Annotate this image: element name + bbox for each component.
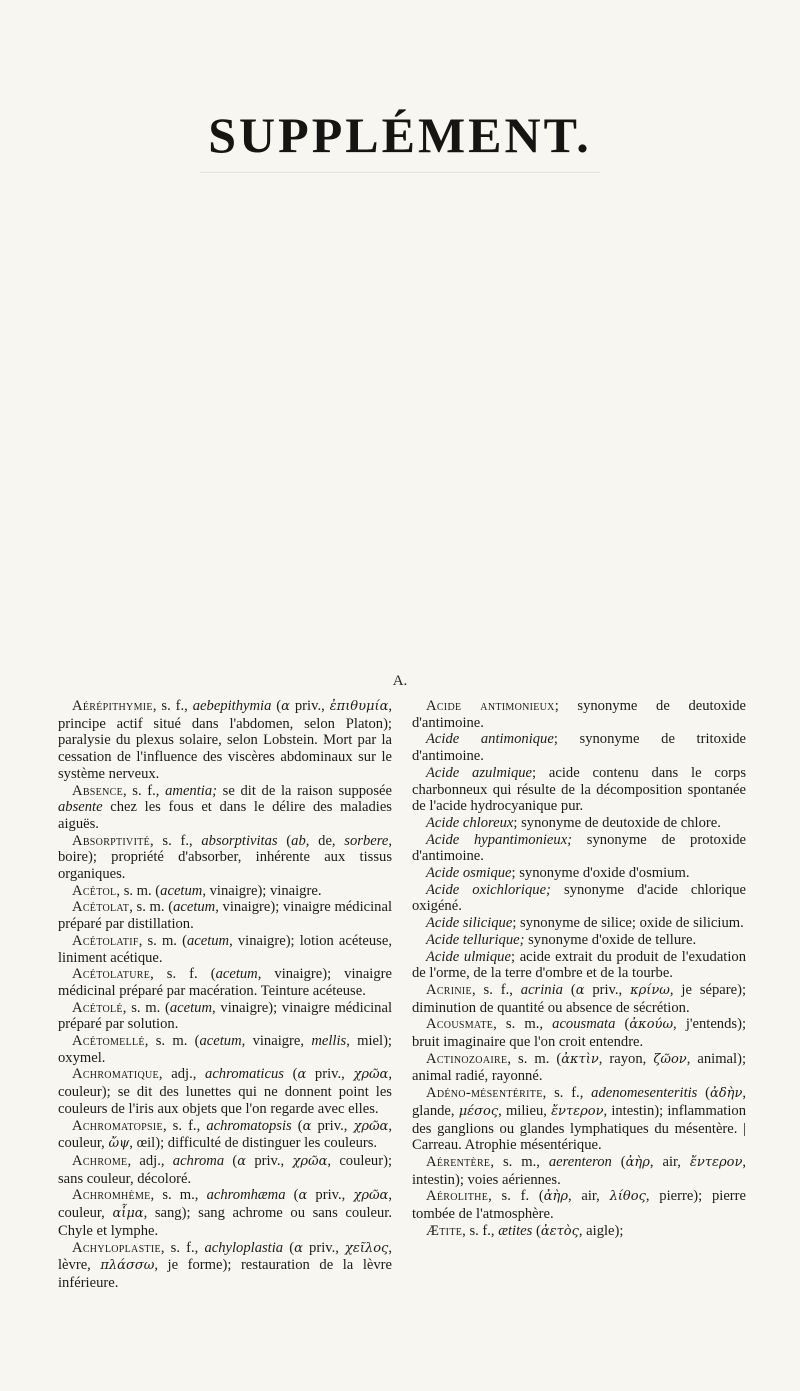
entry-term: achromatopsis xyxy=(206,1117,292,1134)
entry-greek: χρῶα xyxy=(353,1118,389,1134)
entry-headword: Aérolithe xyxy=(426,1188,489,1205)
entry-term: ætites xyxy=(498,1222,533,1239)
entry-text: priv., xyxy=(302,1239,346,1256)
entry-text: , glande, xyxy=(412,1085,746,1119)
entry-text: chez les fous et dans le délire des maladies aiguës. xyxy=(58,799,392,832)
dictionary-entry xyxy=(412,832,746,865)
dictionary-entry xyxy=(58,966,392,999)
entry-text: , milieu, xyxy=(498,1102,552,1119)
entry-term: acetum xyxy=(173,899,216,916)
entry-term: sorbere xyxy=(344,832,389,849)
dictionary-entry xyxy=(58,833,392,883)
dictionary-entry xyxy=(412,698,746,731)
entry-text: , vinaigre); vinaigre médicinal préparé par solution. xyxy=(58,999,392,1033)
entry-term: achroma xyxy=(172,1152,225,1169)
entry-text: priv., xyxy=(311,1117,354,1134)
entry-term: aebepithymia xyxy=(192,698,272,714)
entry-term: acousmata xyxy=(552,1016,616,1033)
entry-term: achyloplastia xyxy=(204,1239,284,1256)
entry-text: , vinaigre); vinaigre médicinal préparé par distillation. xyxy=(58,899,392,933)
entry-term: Acide hypantimonieux; xyxy=(426,831,573,848)
entry-term: Acide chloreux xyxy=(426,814,514,831)
entry-greek: χρῶα xyxy=(353,1067,389,1083)
left-column xyxy=(58,698,392,1292)
entry-term: amentia; xyxy=(165,782,217,799)
entry-text: ; synonyme de deutoxide de chlore. xyxy=(513,814,721,831)
entry-text: , air, xyxy=(567,1188,610,1205)
dictionary-entry xyxy=(412,949,746,982)
entry-headword: Achyloplastie xyxy=(72,1239,161,1256)
entry-term: Acide silicique xyxy=(426,915,513,932)
entry-text: priv., xyxy=(289,698,330,714)
entry-greek: αἷμα xyxy=(112,1206,144,1222)
entry-text: ( xyxy=(615,1016,630,1033)
entry-text: , s. f., xyxy=(152,698,193,714)
entry-greek: ἔντερον xyxy=(551,1103,604,1119)
entry-headword: Ætite xyxy=(426,1222,463,1239)
entry-greek: ἔντερον xyxy=(689,1154,743,1170)
dictionary-entry xyxy=(412,815,746,832)
entry-greek: ἀδὴν xyxy=(710,1086,743,1102)
entry-text: , s. m. ( xyxy=(122,999,170,1016)
dictionary-entry xyxy=(58,1153,392,1187)
entry-text: , s. m. ( xyxy=(507,1050,562,1067)
dictionary-entry xyxy=(412,882,746,915)
entry-headword: Achrome xyxy=(72,1152,128,1169)
dictionary-entry xyxy=(412,765,746,815)
dictionary-entry xyxy=(412,1154,746,1188)
entry-term: Acide antimonique xyxy=(426,731,554,748)
dictionary-entry xyxy=(412,865,746,882)
title-rule xyxy=(200,172,600,173)
dictionary-entry xyxy=(58,1066,392,1117)
entry-term: acetum xyxy=(169,999,213,1016)
entry-term: acetum xyxy=(215,966,258,983)
entry-greek: χεῖλος xyxy=(345,1240,389,1256)
entry-text: priv., xyxy=(584,981,631,998)
entry-text: , s. f. ( xyxy=(150,966,216,983)
entry-headword: Acétolature xyxy=(72,966,151,983)
entry-term: Acide oxichlorique; xyxy=(426,881,551,898)
entry-text: , s. m. ( xyxy=(138,932,187,949)
entry-text: , couleur, xyxy=(58,1187,392,1222)
entry-headword: Acétolé xyxy=(72,999,123,1016)
entry-text: , s. f., xyxy=(542,1085,592,1102)
entry-text: , boire); propriété d'absorber, inhérente aux tissus organiques. xyxy=(58,832,392,883)
entry-greek: ἀὴρ xyxy=(625,1154,650,1170)
entry-text: , de, xyxy=(305,832,345,849)
entry-term: mellis xyxy=(311,1033,347,1050)
entry-greek: ἀκτὶν xyxy=(561,1051,599,1067)
entry-text: ( xyxy=(532,1222,541,1239)
dictionary-entry xyxy=(58,783,392,833)
entry-headword: Acousmate xyxy=(426,1016,494,1033)
entry-headword: Acétol xyxy=(72,882,117,899)
dictionary-entry xyxy=(58,899,392,932)
dictionary-entry xyxy=(58,1118,392,1153)
entry-term: Acide tellurique; xyxy=(426,931,525,948)
dictionary-entry xyxy=(58,1240,392,1292)
dictionary-entry xyxy=(58,883,392,900)
dictionary-entry xyxy=(58,1033,392,1066)
entry-text: ( xyxy=(611,1153,626,1170)
entry-text: synonyme d'oxide de tellure. xyxy=(524,931,697,948)
entry-text: , s. f., xyxy=(162,1117,207,1134)
entry-headword: Acrinie xyxy=(426,981,472,998)
entry-text: , je sépare); diminution de quantité ou absence de sécrétion. xyxy=(412,981,746,1016)
entry-headword: Acide antimonieux xyxy=(426,698,555,714)
entry-headword: Acétomellé xyxy=(72,1033,145,1050)
entry-text: ; synonyme de tritoxide d'antimoine. xyxy=(412,731,746,765)
entry-text: , sang); sang achrome ou sans couleur. Chyle et lymphe. xyxy=(58,1205,392,1239)
entry-headword: Absorptivité xyxy=(72,832,151,849)
entry-text: ( xyxy=(697,1085,711,1102)
entry-greek: χρῶα xyxy=(353,1188,389,1204)
dictionary-entry xyxy=(58,1187,392,1239)
entry-text: ; acide contenu dans le corps charbonneux qui résulte de la décomposition spontanée de l'acide hydrocyanique pur. xyxy=(412,764,746,815)
entry-text: , intestin); inflammation des ganglions ou glandes lymphatiques du mésentère. | Carreau. Atrophie mésentérique. xyxy=(412,1102,746,1154)
dictionary-entry xyxy=(412,1051,746,1085)
entry-greek: α xyxy=(237,1153,247,1169)
entry-text: , s. m. ( xyxy=(116,882,161,899)
entry-headword: Absence xyxy=(72,782,123,799)
entry-headword: Achromatique xyxy=(72,1066,159,1083)
dictionary-entry xyxy=(412,731,746,764)
entry-text: , s. m., xyxy=(150,1187,207,1204)
entry-text: ( xyxy=(271,698,282,714)
entry-headword: Achromhème xyxy=(72,1187,151,1204)
entry-term: ab xyxy=(291,832,306,849)
dictionary-entry xyxy=(412,932,746,949)
page-title: SUPPLÉMENT. xyxy=(208,107,592,163)
entry-text: , couleur, xyxy=(58,1117,392,1152)
section-letter: A. xyxy=(392,673,408,689)
entry-text: ( xyxy=(224,1152,238,1169)
entry-text: , s. m. ( xyxy=(129,899,174,916)
entry-text: , rayon, xyxy=(598,1050,654,1067)
entry-text: ( xyxy=(285,1187,299,1204)
entry-text: ( xyxy=(562,981,576,998)
entry-greek: ζῶον xyxy=(653,1051,687,1067)
entry-text: synonyme d'acide chlorique oxigéné. xyxy=(412,881,746,915)
entry-text: ; synonyme d'oxide d'osmium. xyxy=(511,865,690,882)
entry-headword: Actinozoaire xyxy=(426,1050,508,1067)
entry-text: , s. f., xyxy=(122,782,166,799)
entry-text: , j'entends); bruit imaginaire que l'on croit entendre. xyxy=(412,1016,746,1051)
entry-greek: μέσος xyxy=(458,1103,499,1119)
entry-text: , couleur); sans couleur, décoloré. xyxy=(58,1152,392,1187)
entry-text: , s. f., xyxy=(150,832,202,849)
dictionary-entry xyxy=(58,933,392,966)
entry-text: ( xyxy=(277,832,292,849)
entry-text: , s. f., xyxy=(471,981,521,998)
entry-greek: α xyxy=(575,982,585,998)
right-column xyxy=(412,698,746,1241)
entry-term: acetum xyxy=(186,932,230,949)
entry-term: Acide osmique xyxy=(426,865,512,882)
entry-text: , pierre); pierre tombée de l'atmosphère. xyxy=(412,1188,747,1223)
entry-term: absorptivitas xyxy=(201,832,278,849)
entry-greek: α xyxy=(298,1188,308,1204)
entry-text: ( xyxy=(291,1117,303,1134)
entry-greek: ὤψ xyxy=(108,1136,130,1152)
entry-text: priv., xyxy=(246,1152,293,1169)
entry-text: , adj., xyxy=(158,1066,206,1083)
entry-text: , s. m., xyxy=(490,1153,549,1170)
entry-text: , vinaigre); vinaigre médicinal préparé par macération. Teinture acéteuse. xyxy=(58,966,392,999)
entry-greek: κρίνω xyxy=(630,982,670,998)
entry-term: adenomesenteritis xyxy=(591,1085,698,1102)
entry-headword: Aérentère xyxy=(426,1153,491,1170)
entry-greek: ἀὴρ xyxy=(543,1189,568,1205)
entry-text: , vinaigre); vinaigre. xyxy=(202,882,322,899)
entry-term: acetum xyxy=(160,882,203,899)
entry-text: ( xyxy=(283,1239,295,1256)
entry-text: , adj., xyxy=(127,1152,173,1169)
entry-greek: πλάσσω xyxy=(100,1258,155,1274)
entry-text: , s. f., xyxy=(462,1222,499,1239)
entry-headword: Achromatopsie xyxy=(72,1117,163,1134)
entry-text: , miel); oxymel. xyxy=(58,1033,392,1066)
entry-headword: Acétolat xyxy=(72,899,130,916)
entry-text: , vinaigre, xyxy=(241,1033,312,1050)
entry-text: , s. f., xyxy=(160,1239,205,1256)
entry-text: ; synonyme de silice; oxide de silicium. xyxy=(512,915,744,932)
entry-text: , couleur); se dit des lunettes qui ne donnent point les couleurs de l'iris aux objets que l'on regarde avec elles. xyxy=(58,1066,392,1117)
entry-text: , s. f. ( xyxy=(488,1188,544,1205)
dictionary-entry xyxy=(412,1188,746,1222)
entry-term: absente xyxy=(58,799,103,816)
entry-greek: α xyxy=(297,1067,307,1083)
entry-term: acrinia xyxy=(520,981,563,998)
entry-text: , aigle); xyxy=(578,1222,624,1239)
entry-text: , principe actif situé dans l'abdomen, selon Platon); paralysie du plexus solaire, selon Lobstein. Mort par la cessation de l'influence des viscères abdominaux sur le système nerveux. xyxy=(58,698,392,782)
entry-text: , je forme); restauration de la lèvre inférieure. xyxy=(58,1257,392,1291)
dictionary-entry xyxy=(412,982,746,1016)
entry-headword: Adéno-mésentérite xyxy=(426,1085,543,1102)
entry-text: synonyme de protoxide d'antimoine. xyxy=(412,831,746,865)
entry-text: , intestin); voies aériennes. xyxy=(412,1153,746,1188)
entry-greek: ἀκούω xyxy=(629,1017,674,1033)
dictionary-entry xyxy=(58,1000,392,1033)
entry-term: acetum xyxy=(199,1033,242,1050)
entry-term: achromhæma xyxy=(206,1187,286,1204)
entry-term: achromaticus xyxy=(205,1066,284,1083)
dictionary-entry xyxy=(412,915,746,932)
dictionary-entry xyxy=(412,1223,746,1241)
entry-text: , s. m. ( xyxy=(144,1033,200,1050)
entry-headword: Acétolatif xyxy=(72,932,139,949)
entry-text: ; synonyme de deutoxide d'antimoine. xyxy=(412,698,746,731)
entry-text: , vinaigre); lotion acéteuse, liniment acétique. xyxy=(58,932,392,966)
entry-greek: α xyxy=(302,1118,312,1134)
entry-term: Acide azulmique xyxy=(426,764,533,781)
entry-greek: ἐπιθυμία xyxy=(329,699,389,714)
entry-headword: Aérépithymie xyxy=(72,698,153,714)
entry-text: , s. m., xyxy=(493,1016,553,1033)
entry-greek: λίθος xyxy=(609,1189,646,1205)
entry-greek: ἀετὸς xyxy=(540,1223,579,1239)
entry-greek: χρῶα xyxy=(292,1153,328,1169)
entry-text: priv., xyxy=(306,1066,354,1083)
entry-term: Acide ulmique xyxy=(426,948,511,965)
entry-greek: α xyxy=(281,699,290,714)
dictionary-entry xyxy=(58,698,392,783)
entry-text: , lèvre, xyxy=(58,1239,392,1274)
dictionary-entry xyxy=(412,1016,746,1050)
entry-term: aerenteron xyxy=(548,1153,612,1170)
entry-greek: α xyxy=(294,1240,303,1256)
entry-text: ( xyxy=(283,1066,298,1083)
entry-text: priv., xyxy=(307,1187,354,1204)
dictionary-entry xyxy=(412,1085,746,1154)
entry-text: se dit de la raison supposée xyxy=(217,782,392,799)
entry-text: , œil); difficulté de distinguer les couleurs. xyxy=(129,1135,378,1152)
entry-text: , animal); animal radié, rayonné. xyxy=(412,1050,746,1085)
entry-text: , air, xyxy=(649,1153,690,1170)
entry-text: ; acide extrait du produit de l'exudation de l'orme, de la terre d'ombre et de la tourbe. xyxy=(412,948,746,982)
